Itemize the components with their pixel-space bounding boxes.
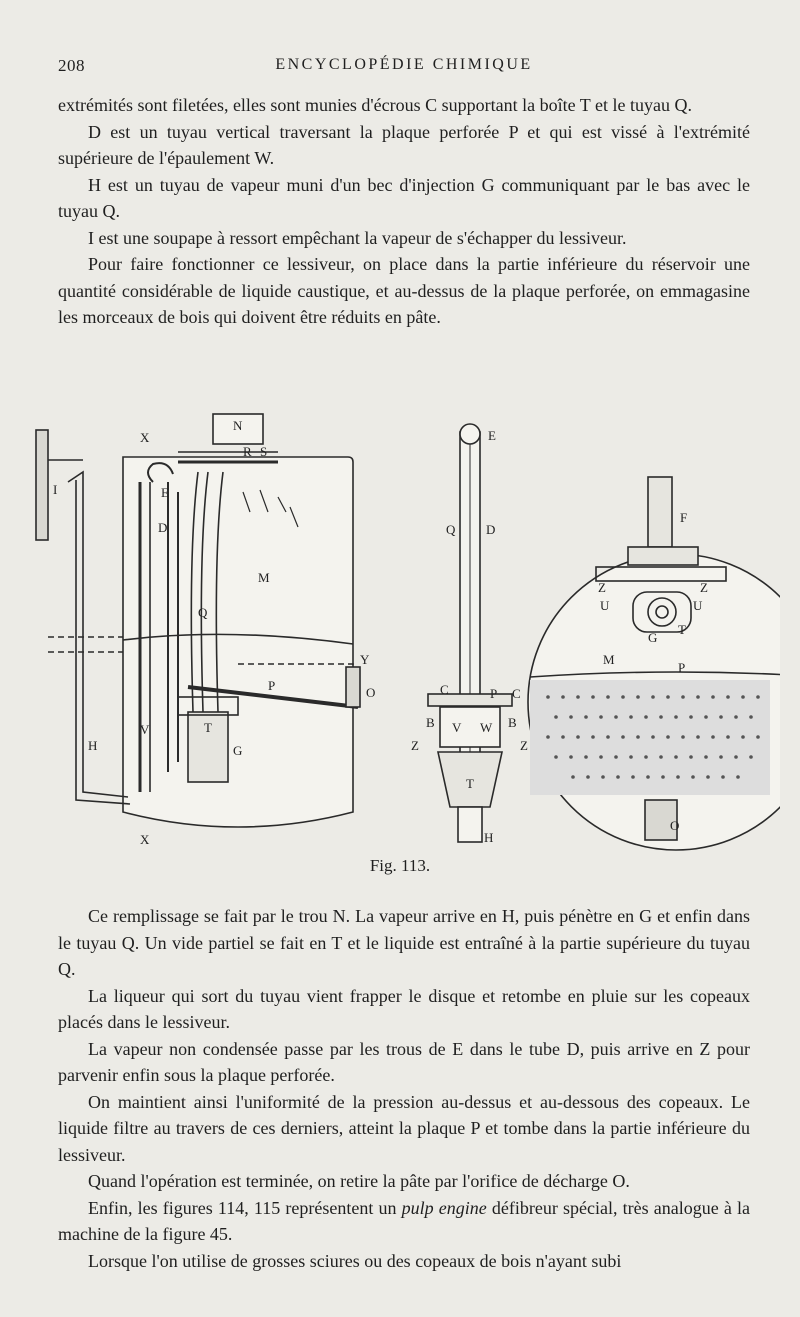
- paragraph: extrémités sont filetées, elles sont munies d'écrous C supportant la boîte T et le tuyau Q.: [58, 95, 692, 115]
- figure-label: G: [648, 630, 658, 645]
- figure-label: P: [490, 686, 498, 701]
- paragraph: On maintient ainsi l'uniformité de la pression au-dessus et au-dessous des copeaux. Le liquide filtre au travers de ces derniers, atteint la plaque P et tombe dans la partie inférieure du lessiveur.: [58, 1091, 750, 1165]
- figure-label: T: [466, 776, 474, 791]
- figure-label: I: [53, 482, 58, 497]
- paragraph: I est une soupape à ressort empêchant la vapeur de s'échapper du lessiveur.: [88, 227, 627, 248]
- figure-label: O: [670, 818, 680, 833]
- paragraph: D est un tuyau vertical traversant la plaque perforée P et qui est vissé à l'extrémité supérieure de l'épaulement W.: [58, 121, 750, 168]
- figure-label: C: [512, 686, 521, 701]
- figure-label: V: [140, 722, 150, 737]
- figure-label: F: [680, 510, 688, 525]
- paragraph: Pour faire fonctionner ce lessiveur, on place dans la partie inférieure du réservoir une quantité considérable de liquide caustique, et au-dessus de la plaque perforée, on emmagasine les morceaux de bois qui doivent être réduits en pâte.: [58, 254, 750, 327]
- figure-label: H: [88, 738, 98, 753]
- page-header: [58, 50, 750, 80]
- figure-label: D: [158, 520, 168, 535]
- boiler-engraving: [28, 412, 780, 852]
- paragraph: La liqueur qui sort du tuyau vient frapper le disque et retombe en pluie sur les copeaux placés dans le lessiveur.: [58, 985, 750, 1032]
- figure-label: D: [486, 522, 496, 537]
- figure-label: Z: [700, 580, 708, 595]
- figure-label: M: [603, 652, 615, 667]
- figure-label: E: [488, 428, 496, 443]
- figure-label: H: [484, 830, 494, 845]
- text-block-top: [58, 92, 750, 331]
- figure-label: Z: [598, 580, 606, 595]
- figure-label: U: [693, 598, 703, 613]
- figure-label: T: [678, 622, 686, 637]
- page-number: 208: [58, 56, 85, 75]
- figure-label: U: [600, 598, 610, 613]
- figure-label: P: [268, 678, 276, 693]
- figure-label: M: [258, 570, 270, 585]
- figure-label: N: [233, 418, 243, 433]
- paragraph: La vapeur non condensée passe par les trous de E dans le tube D, puis arrive en Z pour parvenir enfin sous la plaque perforée.: [58, 1038, 750, 1085]
- figure-label: Z: [520, 738, 528, 753]
- figure-label: Q: [198, 605, 208, 620]
- figure-label: Z: [411, 738, 419, 753]
- figure-label: P: [678, 660, 686, 675]
- figure-113: [28, 412, 780, 852]
- figure-label: C: [440, 682, 449, 697]
- italic-term: pulp engine: [401, 1197, 487, 1218]
- paragraph: Ce remplissage se fait par le trou N. La vapeur arrive en H, puis pénètre en G et enfin dans le tuyau Q. Un vide partiel se fait en T et le liquide est entraîné à la partie supérieure du tuyau Q.: [58, 906, 750, 979]
- figure-label: B: [426, 715, 435, 730]
- figure-label: Q: [446, 522, 456, 537]
- figure-label: X: [140, 832, 150, 847]
- figure-label: V: [452, 720, 462, 735]
- figure-label: O: [366, 685, 376, 700]
- figure-label: G: [233, 743, 243, 758]
- paragraph: Quand l'opération est terminée, on retire la pâte par l'orifice de décharge O.: [88, 1171, 630, 1191]
- figure-label: W: [480, 720, 493, 735]
- figure-label: B: [508, 715, 517, 730]
- figure-label: X: [140, 430, 150, 445]
- figure-label: Y: [360, 652, 370, 667]
- paragraph: Lorsque l'on utilise de grosses sciures ou des copeaux de bois n'ayant subi: [88, 1250, 622, 1271]
- figure-caption: Fig. 113.: [369, 856, 431, 875]
- text-run: défibreur spécial, très analogue à la machine de la figure 45.: [58, 1197, 751, 1244]
- paragraph-pulp-engine: [58, 1195, 750, 1248]
- running-title: ENCYCLOPÉDIE CHIMIQUE: [275, 56, 533, 73]
- text-run: Enfin, les figures 114, 115 représentent un: [88, 1197, 402, 1218]
- figure-label: R: [243, 444, 252, 459]
- figure-label: S: [260, 444, 268, 459]
- figure-label: T: [204, 720, 212, 735]
- text-block-bottom: [58, 903, 750, 1274]
- paragraph: H est un tuyau de vapeur muni d'un bec d'injection G communiquant par le bas avec le tuyau Q.: [58, 174, 750, 221]
- figure-label: E: [161, 485, 169, 500]
